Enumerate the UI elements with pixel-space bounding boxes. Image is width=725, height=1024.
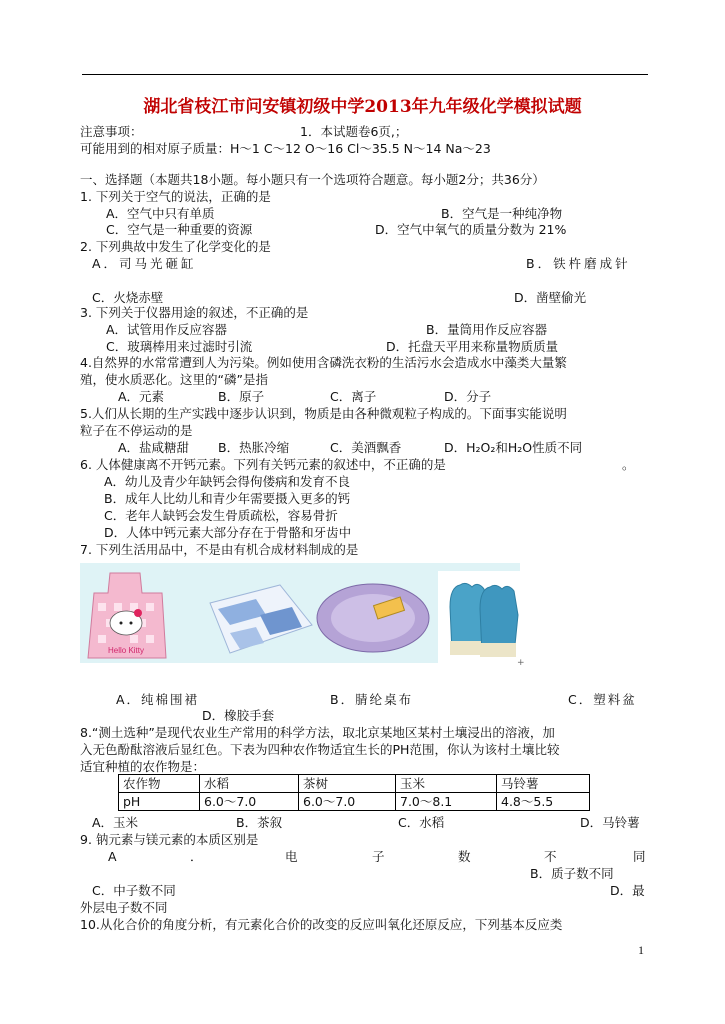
q5-line1: 5.人们从长期的生产实践中逐步认识到，物质是由各种微观粒子构成的。下面事实能说明 (80, 406, 567, 421)
header-rule (82, 74, 648, 75)
table-cell: 马铃薯 (497, 775, 590, 793)
q6-stem: 6. 人体健康离不开钙元素。下列有关钙元素的叙述中，不正确的是 (80, 457, 446, 472)
q6-option-d: D．人体中钙元素大部分存在于骨骼和牙齿中 (104, 525, 352, 540)
table-cell: 4.8～5.5 (497, 793, 590, 811)
q4-line1: 4.自然界的水常常遭到人为污染。例如使用含磷洗衣粉的生活污水会造成水中藻类大量繁 (80, 355, 567, 370)
q7-picture-strip (80, 563, 520, 663)
q9-option-b: B．质子数不同 (530, 866, 614, 881)
q2-option-d: D．凿壁偷光 (514, 290, 587, 305)
q3-option-c: C．玻璃棒用来过滤时引流 (106, 339, 253, 354)
page-number: 1 (638, 943, 644, 957)
table-header-row (119, 775, 590, 793)
q2-option-a: A．司马光砸缸 (92, 256, 197, 271)
table-cell: 玉米 (396, 775, 497, 793)
table-cell: pH (119, 793, 200, 811)
q5-option-c: C．美酒飘香 (330, 440, 402, 455)
q9-option-d: D．最 (610, 883, 645, 898)
q9-option-a-part: ． (190, 849, 203, 864)
q1-option-d: D．空气中氧气的质量分数为 21% (375, 222, 567, 237)
q9-option-d-cont: 外层电子数不同 (80, 900, 168, 915)
table-cell: 茶树 (299, 775, 396, 793)
q3-option-d: D．托盘天平用来称量物质质量 (386, 339, 559, 354)
section-heading: 一、选择题（本题共18小题。每小题只有一个选项符合题意。每小题2分；共36分） (80, 172, 545, 187)
tablecloth-image (210, 585, 312, 653)
q9-option-a-part: 子 (372, 849, 385, 864)
table-cell: 6.0～7.0 (299, 793, 396, 811)
q4-line2: 殖，使水质恶化。这里的“磷”是指 (80, 372, 268, 387)
q10-stem: 10.从化合价的角度分析，有元素化合价的改变的反应叫氧化还原反应，下列基本反应类 (80, 917, 563, 932)
q4-option-b: B．原子 (218, 389, 265, 404)
q7-option-b: B．腈纶桌布 (330, 692, 414, 707)
q2-option-b: B．铁杵磨成针 (526, 256, 631, 271)
table-cell: 7.0～8.1 (396, 793, 497, 811)
rubber-gloves-image (438, 571, 520, 663)
plastic-basin-image (317, 584, 429, 652)
q7-option-d: D．橡胶手套 (202, 708, 275, 723)
q8-line3: 适宜种植的农作物是： (80, 759, 206, 774)
table-cell: 水稻 (200, 775, 299, 793)
q9-option-a-part: 数 (458, 849, 471, 864)
q3-option-b: B．量筒用作反应容器 (426, 322, 548, 337)
q3-stem: 3. 下列关于仪器用途的叙述，不正确的是 (80, 305, 309, 320)
table-cell: 6.0～7.0 (200, 793, 299, 811)
q5-line2: 粒子在不停运动的是 (80, 423, 193, 438)
q1-stem: 1. 下列关于空气的说法，正确的是 (80, 189, 271, 204)
q9-stem: 9. 钠元素与镁元素的本质区别是 (80, 832, 259, 847)
q8-option-d: D．马铃薯 (580, 815, 640, 830)
apron-image (88, 573, 166, 658)
q5-option-a: A．盐咸糖甜 (118, 440, 190, 455)
q1-option-a: A．空气中只有单质 (106, 206, 215, 221)
q7-option-c: C．塑料盆 (568, 692, 637, 707)
q6-option-a: A．幼儿及青少年缺钙会得佝偻病和发育不良 (104, 474, 351, 489)
page-title: 湖北省枝江市问安镇初级中学2013年九年级化学模拟试题 (143, 97, 582, 117)
q4-option-a: A．元素 (118, 389, 165, 404)
q4-option-c: C．离子 (330, 389, 377, 404)
q6-option-b: B．成年人比幼儿和青少年需要摄入更多的钙 (104, 491, 351, 506)
notes-label: 注意事项： (80, 124, 143, 139)
q8-option-c: C．水稻 (398, 815, 445, 830)
q9-option-a-part: 同 (633, 849, 646, 864)
note-1: 1．本试题卷6页,； (300, 124, 408, 139)
q8-option-a: A．玉米 (92, 815, 139, 830)
q2-stem: 2. 下列典故中发生了化学变化的是 (80, 239, 271, 254)
q6-stem-end: 。 (622, 457, 635, 472)
q5-option-d: D．H₂O₂和H₂O性质不同 (444, 440, 583, 455)
q1-option-c: C．空气是一种重要的资源 (106, 222, 253, 237)
table-row (119, 793, 590, 811)
q7-stem: 7. 下列生活用品中，不是由有机合成材料制成的是 (80, 542, 359, 557)
atomic-masses: 可能用到的相对原子质量：H～1 C～12 O～16 Cl～35.5 N～14 Na～23 (80, 141, 491, 156)
q8-line2: 入无色酚酞溶液后显红色。下表为四种农作物适宜生长的PH范围，你认为该村土壤比较 (80, 742, 560, 757)
q8-option-b: B．茶叙 (236, 815, 283, 830)
q2-option-c: C．火烧赤壁 (92, 290, 164, 305)
q4-option-d: D．分子 (444, 389, 492, 404)
q9-option-a-part: 电 (285, 849, 298, 864)
q1-option-b: B．空气是一种纯净物 (441, 206, 563, 221)
ph-range-table (118, 774, 590, 811)
q7-products-illustration (80, 563, 520, 663)
q9-option-a-part: A (108, 849, 117, 864)
q9-option-a-part: 不 (544, 849, 557, 864)
q8-line1: 8.“测土选种”是现代农业生产常用的科学方法，取北京某地区某村土壤浸出的溶液，加 (80, 725, 555, 740)
q6-option-c: C．老年人缺钙会发生骨质疏松，容易骨折 (104, 508, 338, 523)
table-cell: 农作物 (119, 775, 200, 793)
q5-option-b: B．热胀冷缩 (218, 440, 290, 455)
q9-option-c: C．中子数不同 (92, 883, 176, 898)
q7-option-a: A．纯棉围裙 (116, 692, 200, 707)
q3-option-a: A．试管用作反应容器 (106, 322, 228, 337)
apron-logo-text: Hello Kitty (107, 646, 145, 655)
q7-image-mark: + (517, 658, 525, 668)
